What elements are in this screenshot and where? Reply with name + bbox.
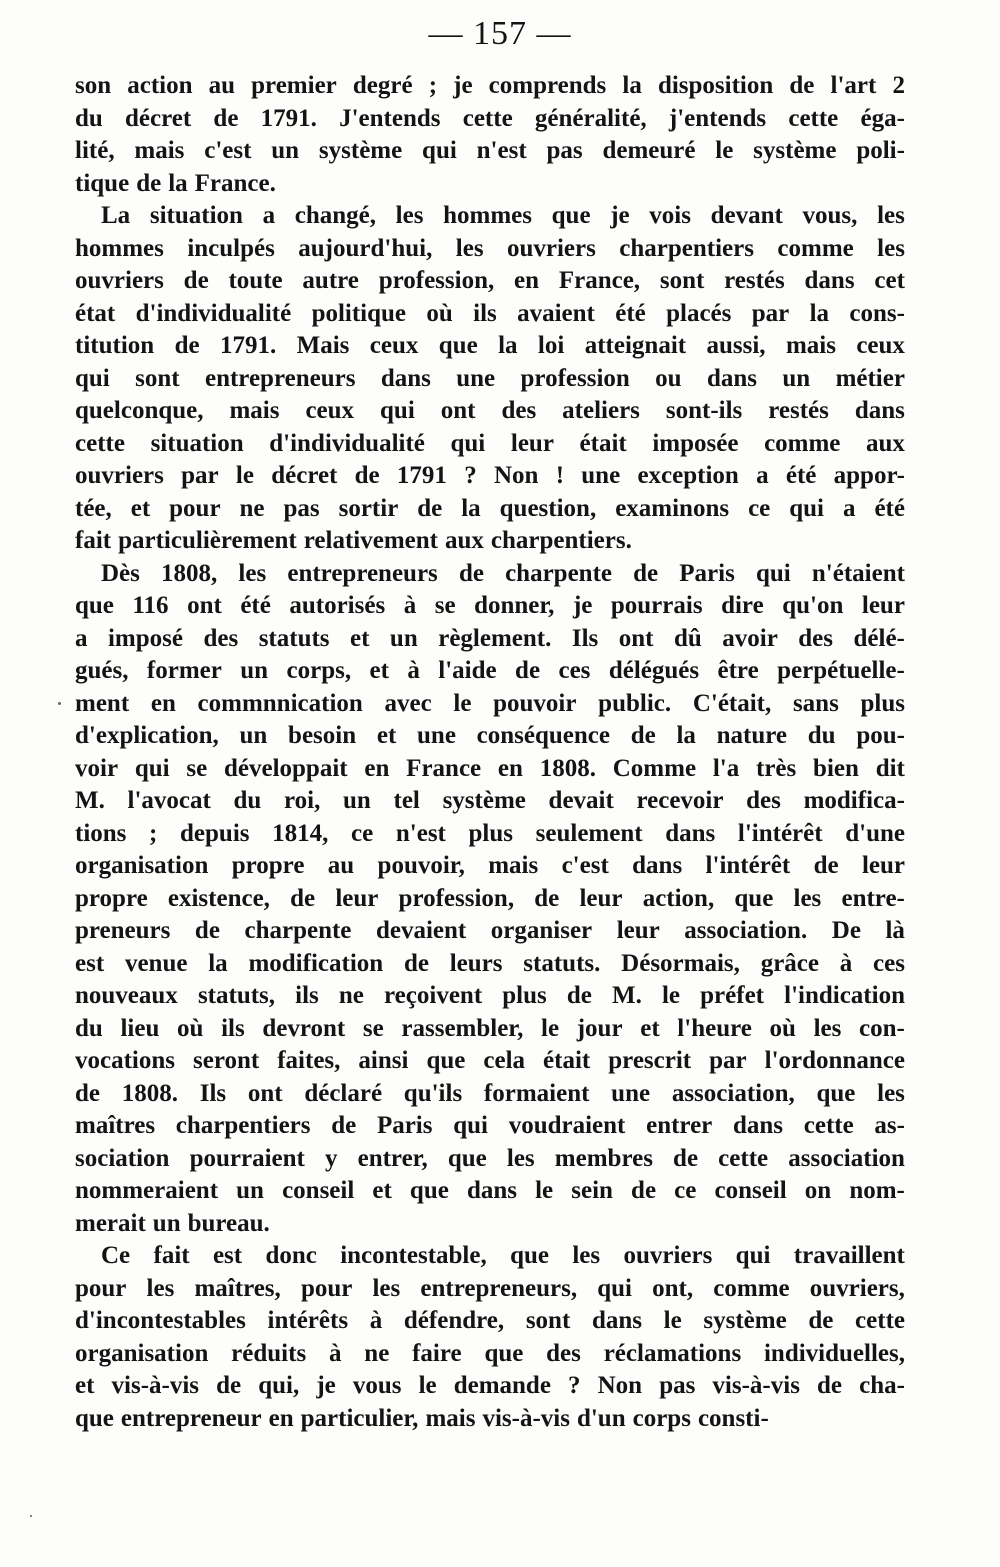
text-line: organisation réduits à ne faire que des réclamations individuelles, — [75, 1339, 905, 1367]
paper-speck — [30, 1515, 32, 1517]
text-line: Dès 1808, les entrepreneurs de charpente de Paris qui n'étaient — [101, 559, 905, 587]
text-line: sociation pourraient y entrer, que les membres de cette association — [75, 1144, 905, 1172]
text-line: du lieu où ils devront se rassembler, le jour et l'heure où les con- — [75, 1014, 905, 1042]
body-text — [75, 70, 905, 1435]
text-line: et vis-à-vis de qui, je vous le demande ? Non pas vis-à-vis de cha- — [75, 1372, 905, 1399]
text-line: cette situation d'individualité qui leur était imposée comme aux — [75, 429, 905, 457]
text-line: La situation a changé, les hommes que je vois devant vous, les — [101, 202, 905, 229]
text-line: ment en commnnication avec le pouvoir public. C'était, sans plus — [75, 689, 905, 717]
text-line: d'incontestables intérêts à défendre, sont dans le système de cette — [75, 1307, 905, 1334]
text-line: tée, et pour ne pas sortir de la question, examinons ce qui a été — [75, 494, 905, 522]
text-line: d'explication, un besoin et une conséquence de la nature du pou- — [75, 722, 905, 749]
text-line: fait particulièrement relativement aux charpentiers. — [75, 527, 632, 554]
text-line: son action au premier degré ; je comprends la disposition de l'art 2 — [75, 72, 905, 99]
text-line: que entrepreneur en particulier, mais vis-à-vis d'un corps consti- — [75, 1404, 769, 1432]
text-line: Ce fait est donc incontestable, que les ouvriers qui travaillent — [101, 1242, 905, 1269]
text-line: titution de 1791. Mais ceux que la loi atteignait aussi, mais ceux — [75, 332, 905, 359]
text-line: est venue la modification de leurs statuts. Désormais, grâce à ces — [75, 949, 905, 977]
text-line: du décret de 1791. J'entends cette généralité, j'entends cette éga- — [75, 104, 905, 132]
text-line: propre existence, de leur profession, de leur action, que les entre- — [75, 884, 905, 912]
text-line: lité, mais c'est un système qui n'est pas demeuré le système poli- — [75, 137, 905, 164]
text-line: nommeraient un conseil et que dans le sein de ce conseil on nom- — [75, 1177, 905, 1204]
text-line: merait un bureau. — [75, 1209, 270, 1237]
paragraph — [75, 558, 905, 1241]
text-line: voir qui se développait en France en 1808. Comme l'a très bien dit — [75, 754, 905, 782]
text-line: a imposé des statuts et un règlement. Ils ont dû avoir des délé- — [75, 624, 905, 652]
text-line: vocations seront faites, ainsi que cela était prescrit par l'ordonnance — [75, 1047, 905, 1074]
text-line: ouvriers de toute autre profession, en France, sont restés dans cet — [75, 267, 905, 294]
text-line: maîtres charpentiers de Paris qui voudraient entrer dans cette as- — [75, 1112, 905, 1139]
text-line: ouvriers par le décret de 1791 ? Non ! une exception a été appor- — [75, 462, 905, 489]
page-number: — 157 — — [428, 15, 572, 52]
text-line: preneurs de charpente devaient organiser leur association. De là — [75, 917, 905, 944]
text-line: hommes inculpés aujourd'hui, les ouvriers charpentiers comme les — [75, 234, 905, 262]
text-line: nouveaux statuts, ils ne reçoivent plus de M. le préfet l'indication — [75, 982, 905, 1009]
text-line: gués, former un corps, et à l'aide de ces délégués être perpétuelle- — [75, 657, 905, 684]
text-line: tions ; depuis 1814, ce n'est plus seulement dans l'intérêt d'une — [75, 819, 905, 847]
text-line: qui sont entrepreneurs dans une profession ou dans un métier — [75, 364, 905, 392]
text-line: de 1808. Ils ont déclaré qu'ils formaient une association, que les — [75, 1079, 905, 1107]
paragraph — [75, 200, 905, 558]
text-line: pour les maîtres, pour les entrepreneurs, qui ont, comme ouvriers, — [75, 1274, 905, 1302]
paper-speck — [58, 702, 61, 705]
paragraph — [75, 1240, 905, 1435]
text-line: M. l'avocat du roi, un tel système devait recevoir des modifica- — [75, 787, 905, 814]
text-line: organisation propre au pouvoir, mais c'est dans l'intérêt de leur — [75, 852, 905, 879]
text-line: quelconque, mais ceux qui ont des ateliers sont-ils restés dans — [75, 397, 905, 424]
text-line: tique de la France. — [75, 169, 276, 197]
text-line: état d'individualité politique où ils avaient été placés par la cons- — [75, 299, 905, 327]
paragraph — [75, 70, 905, 200]
text-line: que 116 ont été autorisés à se donner, je pourrais dire qu'on leur — [75, 592, 905, 619]
